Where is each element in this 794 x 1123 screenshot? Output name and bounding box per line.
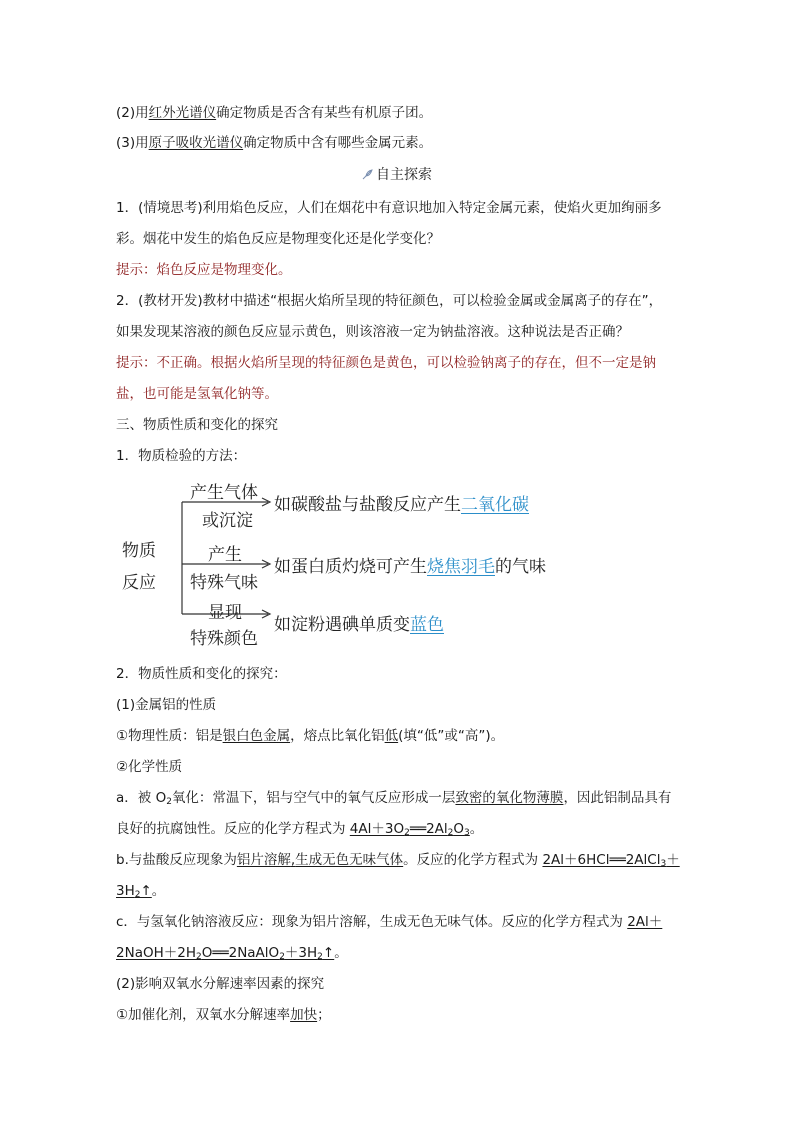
text: ，因此铝制品具有: [563, 790, 672, 806]
line-infrared: [116, 104, 432, 122]
eq-part: ＋3H: [284, 945, 318, 961]
eq-part: 4Al＋3O: [349, 821, 405, 837]
text: a．被 O: [116, 790, 167, 806]
eq-part: O══2NaAlO: [201, 945, 280, 961]
infrared-term: 红外光谱仪: [148, 105, 217, 121]
equation-naoh: 2Al＋: [627, 914, 663, 930]
equation-hcl: [542, 852, 679, 868]
branch-2-top: 产生: [208, 545, 242, 565]
question-1-line-1: 1．(情境思考)利用焰色反应，人们在烟花中有意识地加入特定金属元素，使焰火更加绚丽多: [116, 200, 662, 216]
branch-1-top: 产生气体: [190, 483, 258, 503]
answer-low: 低: [384, 728, 399, 744]
eq-part: ══2Al: [409, 821, 448, 837]
text: 确定物质中含有哪些金属元素。: [243, 135, 433, 151]
text: 。反应的化学方程式为: [403, 852, 543, 868]
equation-hcl-cont: [116, 883, 152, 899]
subscript: 2: [404, 828, 410, 838]
question-2-line-1: 2．(教材开发)教材中描述“根据火焰所呈现的特征颜色，可以检验金属或金属离子的存在”，: [116, 293, 663, 309]
subscript: 2: [447, 828, 454, 838]
branch-3-top: 显现: [208, 603, 242, 623]
catalyst-line: [116, 1006, 331, 1024]
subscript: 2: [317, 952, 323, 962]
naoh-line-1: [116, 913, 662, 931]
text: (填“低”或“高”)。: [398, 728, 505, 744]
oxidation-line-1: [116, 789, 671, 811]
result-1: [274, 490, 529, 515]
diagram-left-label-2: 反应: [122, 573, 156, 593]
hint-1: 提示：焰色反应是物理变化。: [116, 262, 292, 278]
eq-part: ↑: [140, 883, 152, 899]
answer-silver-white: 银白色金属: [222, 728, 291, 744]
oxidation-line-2: [116, 820, 483, 842]
answer-dissolves: 铝片溶解: [236, 852, 291, 868]
text: b.与盐酸反应现象为: [116, 852, 237, 868]
answer-blue: 蓝色: [410, 615, 444, 635]
answer-gas: 生成无色无味气体: [295, 852, 404, 868]
subscript: 2: [279, 952, 285, 962]
text: 。: [151, 883, 166, 899]
feather-icon: [362, 168, 374, 180]
text: (3)用: [116, 135, 149, 151]
section-3-title: 三、物质性质和变化的探究: [116, 417, 278, 433]
hcl-line-1: [116, 851, 680, 873]
chemical-properties-title: ②化学性质: [116, 759, 183, 775]
atomic-absorption-term: 原子吸收光谱仪: [148, 135, 244, 151]
branch-2-bottom: 特殊气味: [190, 573, 258, 593]
eq-part: 3H: [116, 883, 135, 899]
text: 。: [469, 821, 484, 837]
subscript: 2: [195, 952, 202, 962]
section-heading: [0, 164, 794, 184]
equation-oxidation: [350, 821, 470, 837]
answer-faster: 加快: [290, 1007, 318, 1023]
answer-burnt-feather: 烧焦羽毛: [427, 557, 495, 577]
text: c．与氢氧化钠溶液反应：现象为铝片溶解，生成无色无味气体。反应的化学方程式为: [116, 914, 628, 930]
text: 。: [334, 945, 348, 961]
answer-carbon-dioxide: 二氧化碳: [461, 495, 529, 515]
result-3-text: 如淀粉遇碘单质变: [274, 615, 410, 635]
hydrogen-peroxide-title: (2)影响双氧水分解速率因素的探究: [116, 976, 325, 992]
text: 确定物质是否含有某些有机原子团。: [216, 105, 433, 121]
result-1-text: 如碳酸盐与盐酸反应产生: [274, 495, 461, 515]
equation-naoh-cont: [116, 945, 334, 961]
text: 良好的抗腐蚀性。反应的化学方程式为: [116, 821, 350, 837]
subscript: 2: [134, 890, 141, 900]
physical-properties-line: [116, 727, 504, 745]
section-title: 自主探索: [376, 167, 432, 183]
result-2-end: 的气味: [495, 557, 546, 577]
line-atomic-absorption: [116, 134, 432, 152]
text: ,: [290, 852, 296, 868]
text: ①物理性质：铝是: [116, 728, 223, 744]
hint-2-line-1: 提示：不正确。根据火焰所呈现的特征颜色是黄色，可以检验钠离子的存在，但不一定是钠: [116, 355, 656, 371]
hint-2-line-2: 盐，也可能是氢氧化钠等。: [116, 386, 278, 402]
eq-part: O: [453, 821, 465, 837]
text: ，熔点比氧化铝: [290, 728, 385, 744]
branch-3-bottom: 特殊颜色: [190, 629, 258, 649]
subscript: 3: [464, 828, 470, 838]
result-3: [274, 610, 444, 635]
aluminum-properties-title: (1)金属铝的性质: [116, 697, 217, 713]
naoh-line-2: [116, 944, 348, 966]
text: 氧化：常温下，铝与空气中的氧气反应形成一层: [171, 790, 456, 806]
question-2-line-2: 如果发现某溶液的颜色反应显示黄色，则该溶液一定为钠盐溶液。这种说法是否正确？: [116, 324, 629, 340]
result-2-text: 如蛋白质灼烧可产生: [274, 557, 427, 577]
detection-method-diagram: [118, 476, 618, 648]
branch-1-bottom: 或沉淀: [202, 511, 253, 531]
result-2: [274, 552, 546, 577]
subscript: 3: [660, 859, 667, 869]
eq-part: ＋: [666, 852, 680, 868]
answer-oxide-film: 致密的氧化物薄膜: [455, 790, 564, 806]
subscript: 2: [166, 797, 172, 807]
text: ；: [317, 1007, 331, 1023]
question-1-line-2: 彩。烟花中发生的焰色反应是物理变化还是化学变化？: [116, 231, 440, 247]
eq-part: 2NaOH＋2H: [116, 945, 196, 961]
text: ①加催化剂，双氧水分解速率: [116, 1007, 291, 1023]
hcl-line-2: [116, 882, 165, 904]
eq-part: ↑: [322, 945, 335, 961]
diagram-left-label-1: 物质: [122, 541, 156, 561]
text: (2)用: [116, 105, 149, 121]
eq-part: 2Al＋6HCl══2AlCl: [542, 852, 661, 868]
subsection-detection-methods: 1．物质检验的方法：: [116, 448, 247, 464]
subsection-property-exploration: 2．物质性质和变化的探究：: [116, 666, 287, 682]
